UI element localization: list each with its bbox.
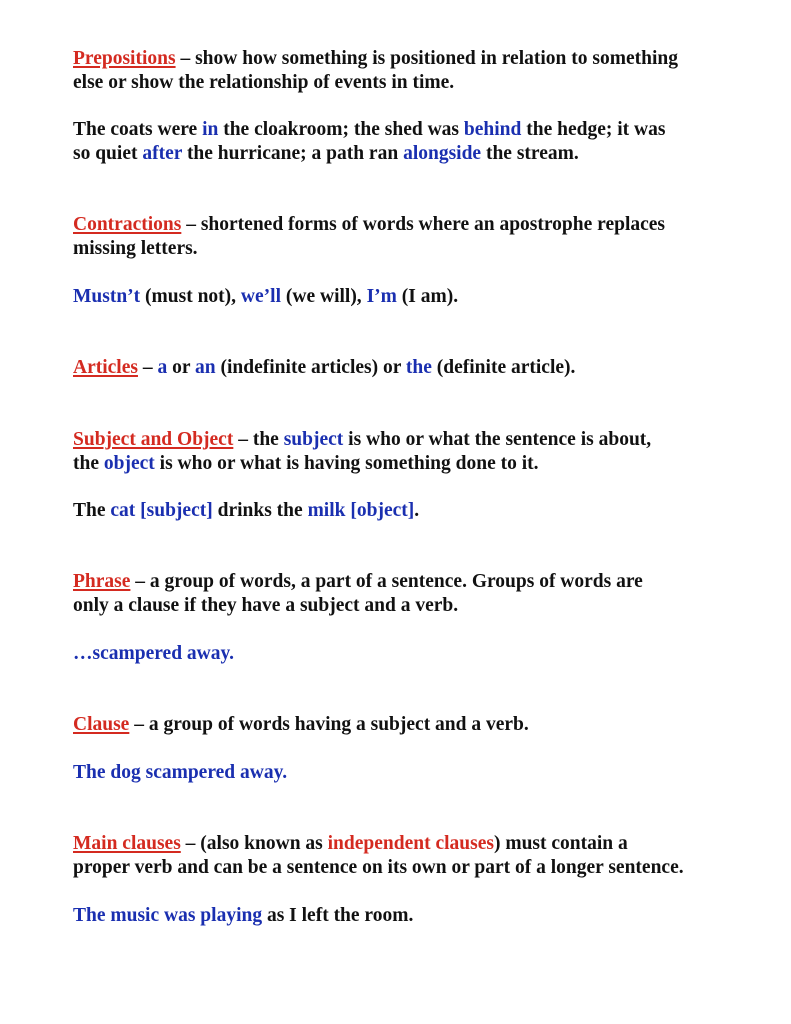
highlight-word: object	[103, 453, 155, 474]
highlight-word: we’ll	[240, 286, 281, 307]
main-clauses-example: The music was playing as I left the room.	[73, 905, 414, 926]
highlight-word: after	[142, 143, 183, 164]
highlight-word: behind	[463, 119, 522, 140]
term-subject-object: Subject and Object	[73, 429, 234, 450]
term-contractions: Contractions	[73, 214, 182, 235]
subject-object-example: The cat [subject] drinks the milk [object].	[73, 500, 420, 521]
clause-definition: Clause – a group of words having a subject and a verb.	[73, 714, 529, 735]
highlight-word: in	[202, 119, 219, 140]
term-phrase: Phrase	[73, 571, 131, 592]
highlight-word: the	[405, 357, 432, 378]
subject-object-definition: Subject and Object – the subject is who or what the sentence is about, the object is who or what is having something done to it.	[73, 429, 652, 474]
phrase-example: …scampered away.	[73, 643, 235, 664]
highlight-word: Mustn’t	[73, 286, 141, 307]
main-clauses-definition: Main clauses – (also known as independent clauses) must contain a proper verb and can be a sentence on its own or part of a longer sentence.	[73, 833, 684, 878]
contractions-definition: Contractions – shortened forms of words where an apostrophe replaces missing letters.	[73, 214, 666, 259]
prepositions-example: The coats were in the cloakroom; the shed was behind the hedge; it was so quiet after the hurricane; a path ran alongside the stream.	[73, 119, 666, 164]
highlight-word: alongside	[403, 143, 482, 164]
term-main-clauses: Main clauses	[73, 833, 181, 854]
term-prepositions: Prepositions	[73, 48, 176, 69]
prepositions-definition: Prepositions – show how something is positioned in relation to something else or show the relationship of events in time.	[73, 48, 678, 93]
highlight-word: cat [subject]	[110, 500, 213, 521]
highlight-word: I’m	[366, 286, 397, 307]
highlight-word: an	[195, 357, 216, 378]
term-articles: Articles	[73, 357, 138, 378]
term-clause: Clause	[73, 714, 130, 735]
highlight-word: a	[157, 357, 168, 378]
articles-definition: Articles – a or an (indefinite articles) or the (definite article).	[73, 357, 576, 378]
phrase-definition: Phrase – a group of words, a part of a sentence. Groups of words are only a clause if they have a subject and a verb.	[73, 571, 643, 616]
contractions-example: Mustn’t (must not), we’ll (we will), I’m (I am).	[73, 286, 459, 307]
highlight-term: independent clauses	[327, 833, 494, 854]
highlight-word: subject	[283, 429, 344, 450]
clause-example: The dog scampered away.	[73, 762, 288, 783]
highlight-word: milk [object]	[307, 500, 415, 521]
highlight-word: The music was playing	[73, 905, 263, 926]
